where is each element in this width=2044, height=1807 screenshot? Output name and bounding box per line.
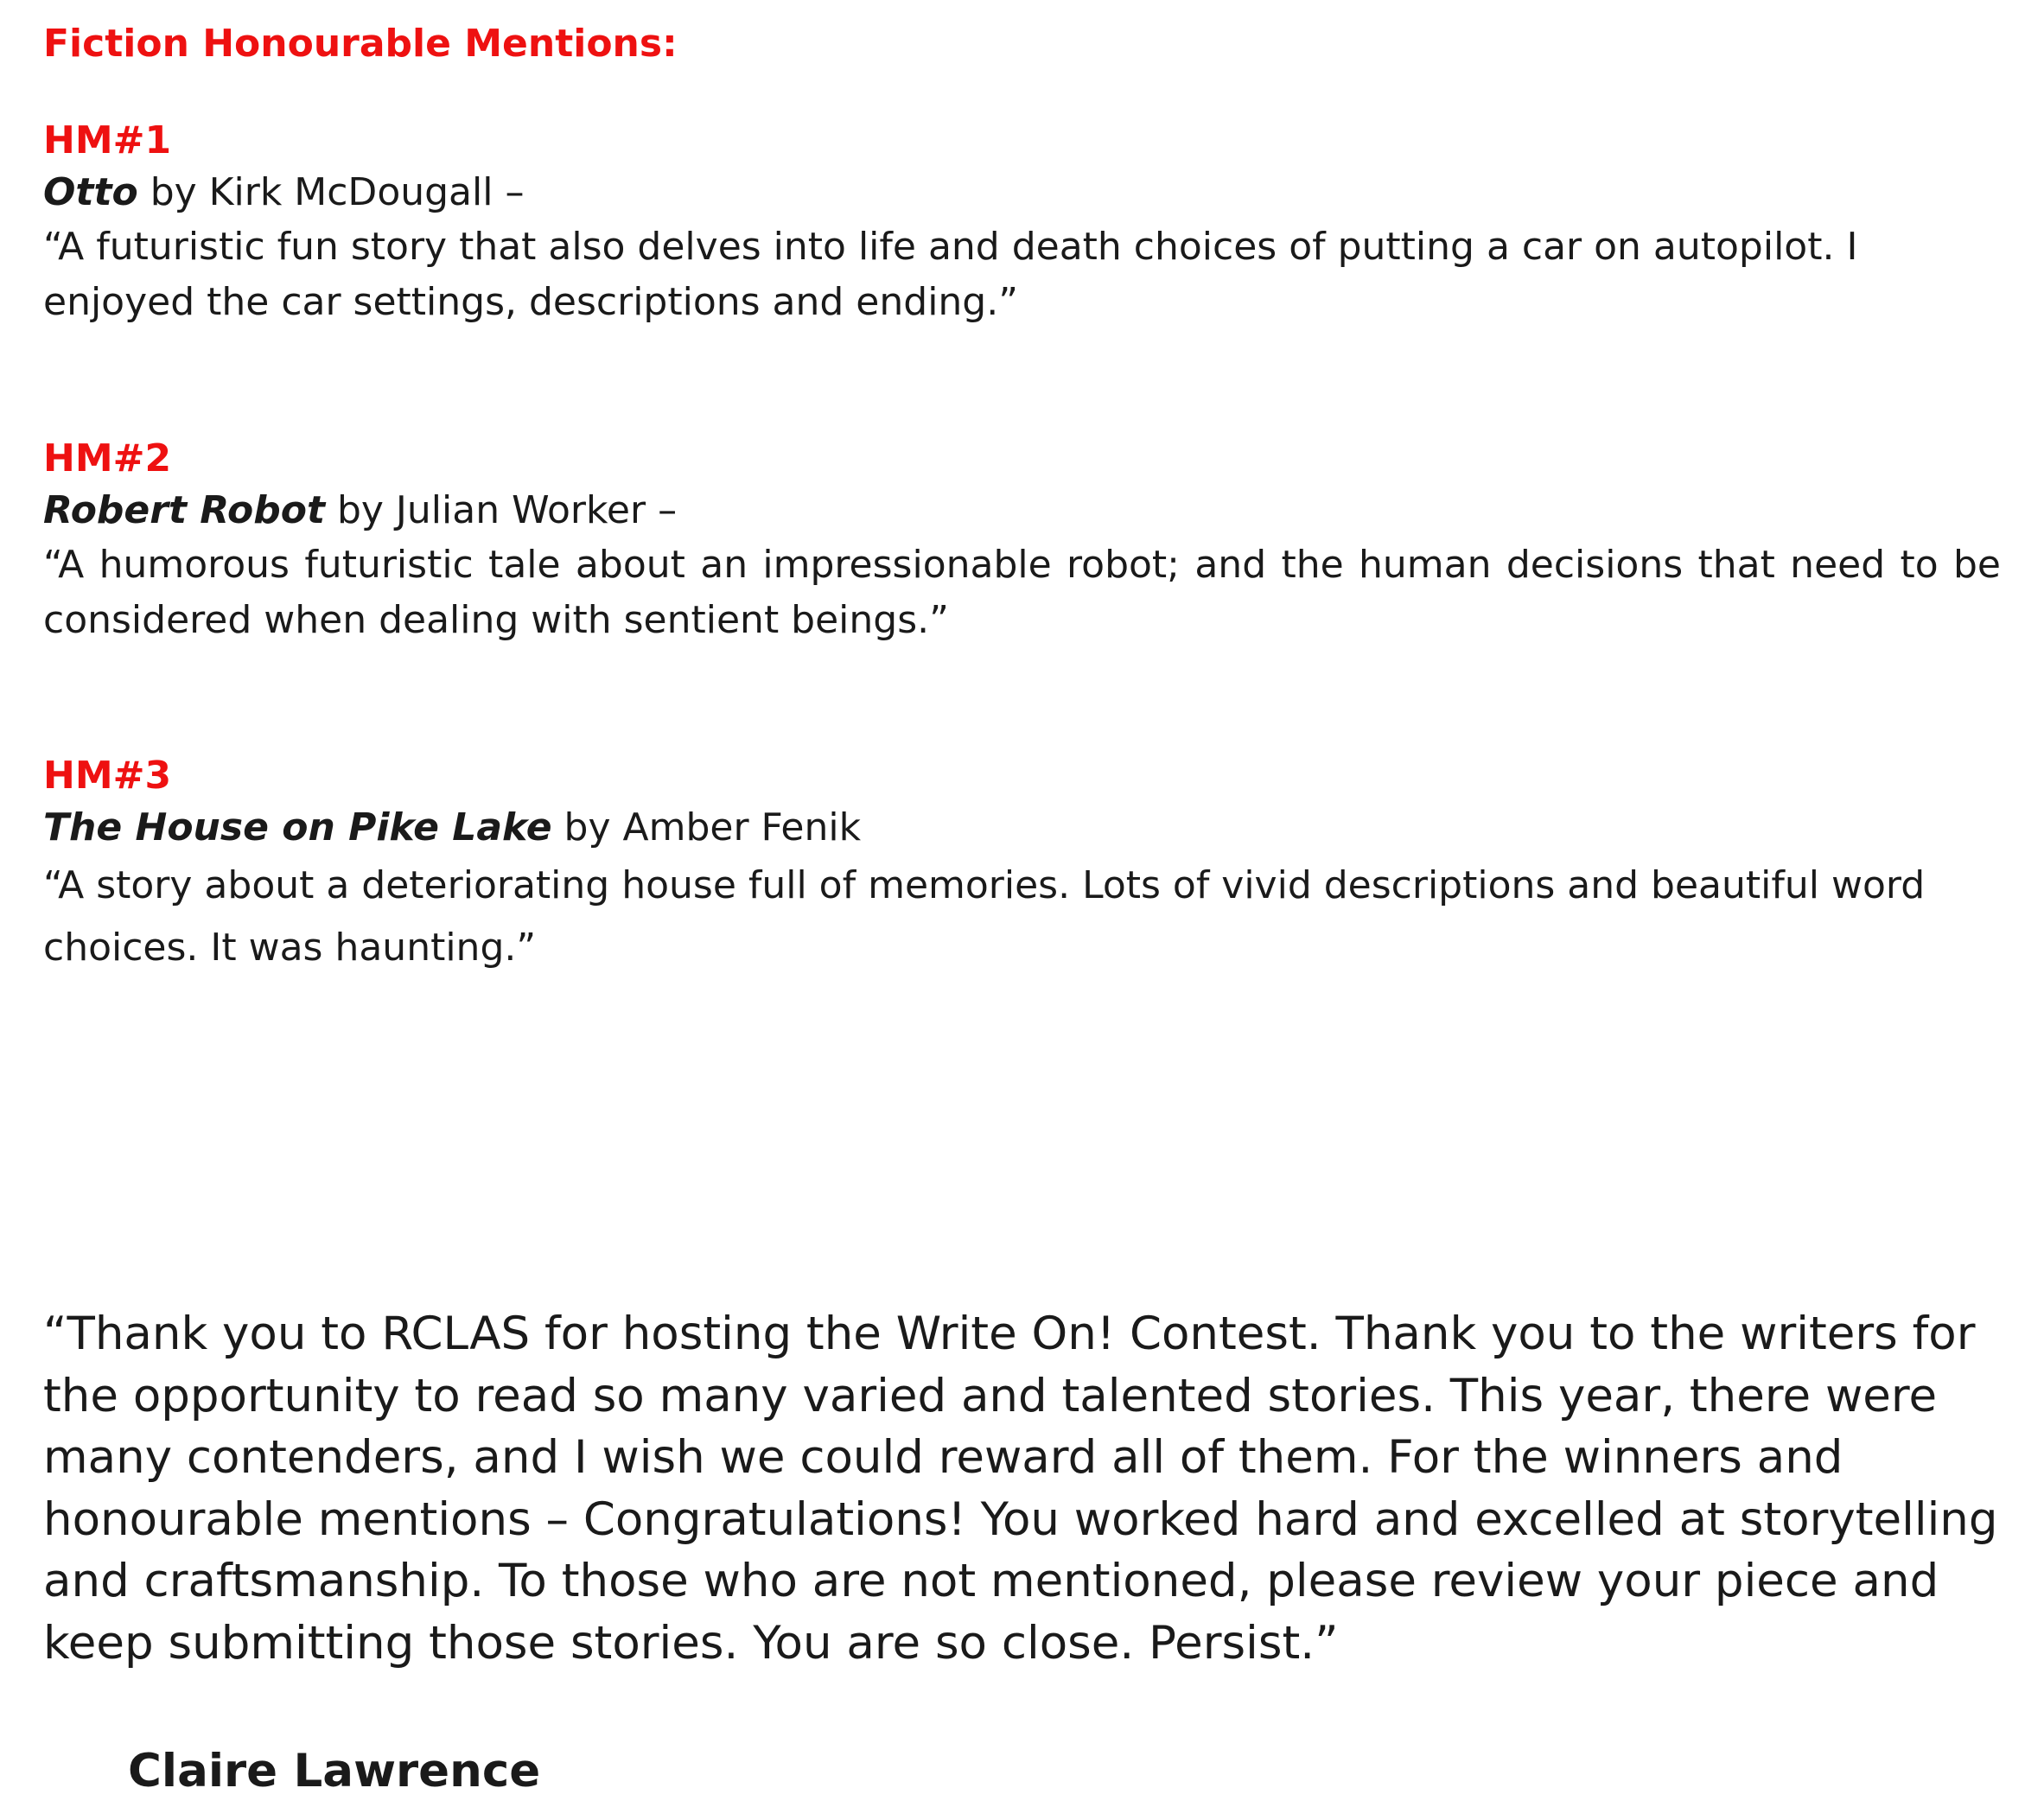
mention-title-line: [43, 801, 2001, 855]
honourable-mention-3: [43, 751, 2001, 979]
mention-quote: “A futuristic fun story that also delves into life and death choices of putting a car on autopilot. I enjoyed the car settings, descriptions and ending.”: [43, 225, 1858, 324]
mention-label: HM#1: [43, 118, 172, 162]
author-byline: by Kirk McDougall –: [137, 170, 525, 214]
work-title: Otto: [43, 170, 138, 214]
judge-closing-quote: “Thank you to RCLAS for hosting the Write On! Contest. Thank you to the writers for the opportunity to read so many varied and talented stories. This year, there were many contenders, and I wish we could reward all of them. For the winners and honourable mentions – Congratulations! You worked hard and excelled at storytelling and craftsmanship. To those who are not mentioned, please review your piece and keep submitting those stories. You are so close. Persist.”: [43, 1308, 1998, 1670]
mention-title-line: [43, 166, 2001, 220]
author-byline: by Amber Fenik: [551, 805, 862, 849]
work-title: Robert Robot: [43, 488, 325, 532]
mention-title-line: [43, 484, 2001, 538]
honourable-mention-1: [43, 116, 2001, 330]
mention-quote: “A humorous futuristic tale about an impressionable robot; and the human decisions that need to be considered when dealing with sentient beings.”: [43, 543, 2001, 642]
honourable-mention-2: [43, 434, 2001, 648]
work-title: The House on Pike Lake: [43, 805, 552, 849]
section-heading: Fiction Honourable Mentions:: [43, 22, 678, 66]
judge-signature: Claire Lawrence: [128, 1745, 541, 1797]
mention-label: HM#2: [43, 436, 172, 480]
mention-quote: “A story about a deteriorating house full of memories. Lots of vivid descriptions and beautiful word choices. It was haunting.”: [43, 863, 1926, 970]
author-byline: by Julian Worker –: [324, 488, 678, 532]
mention-label: HM#3: [43, 754, 172, 798]
